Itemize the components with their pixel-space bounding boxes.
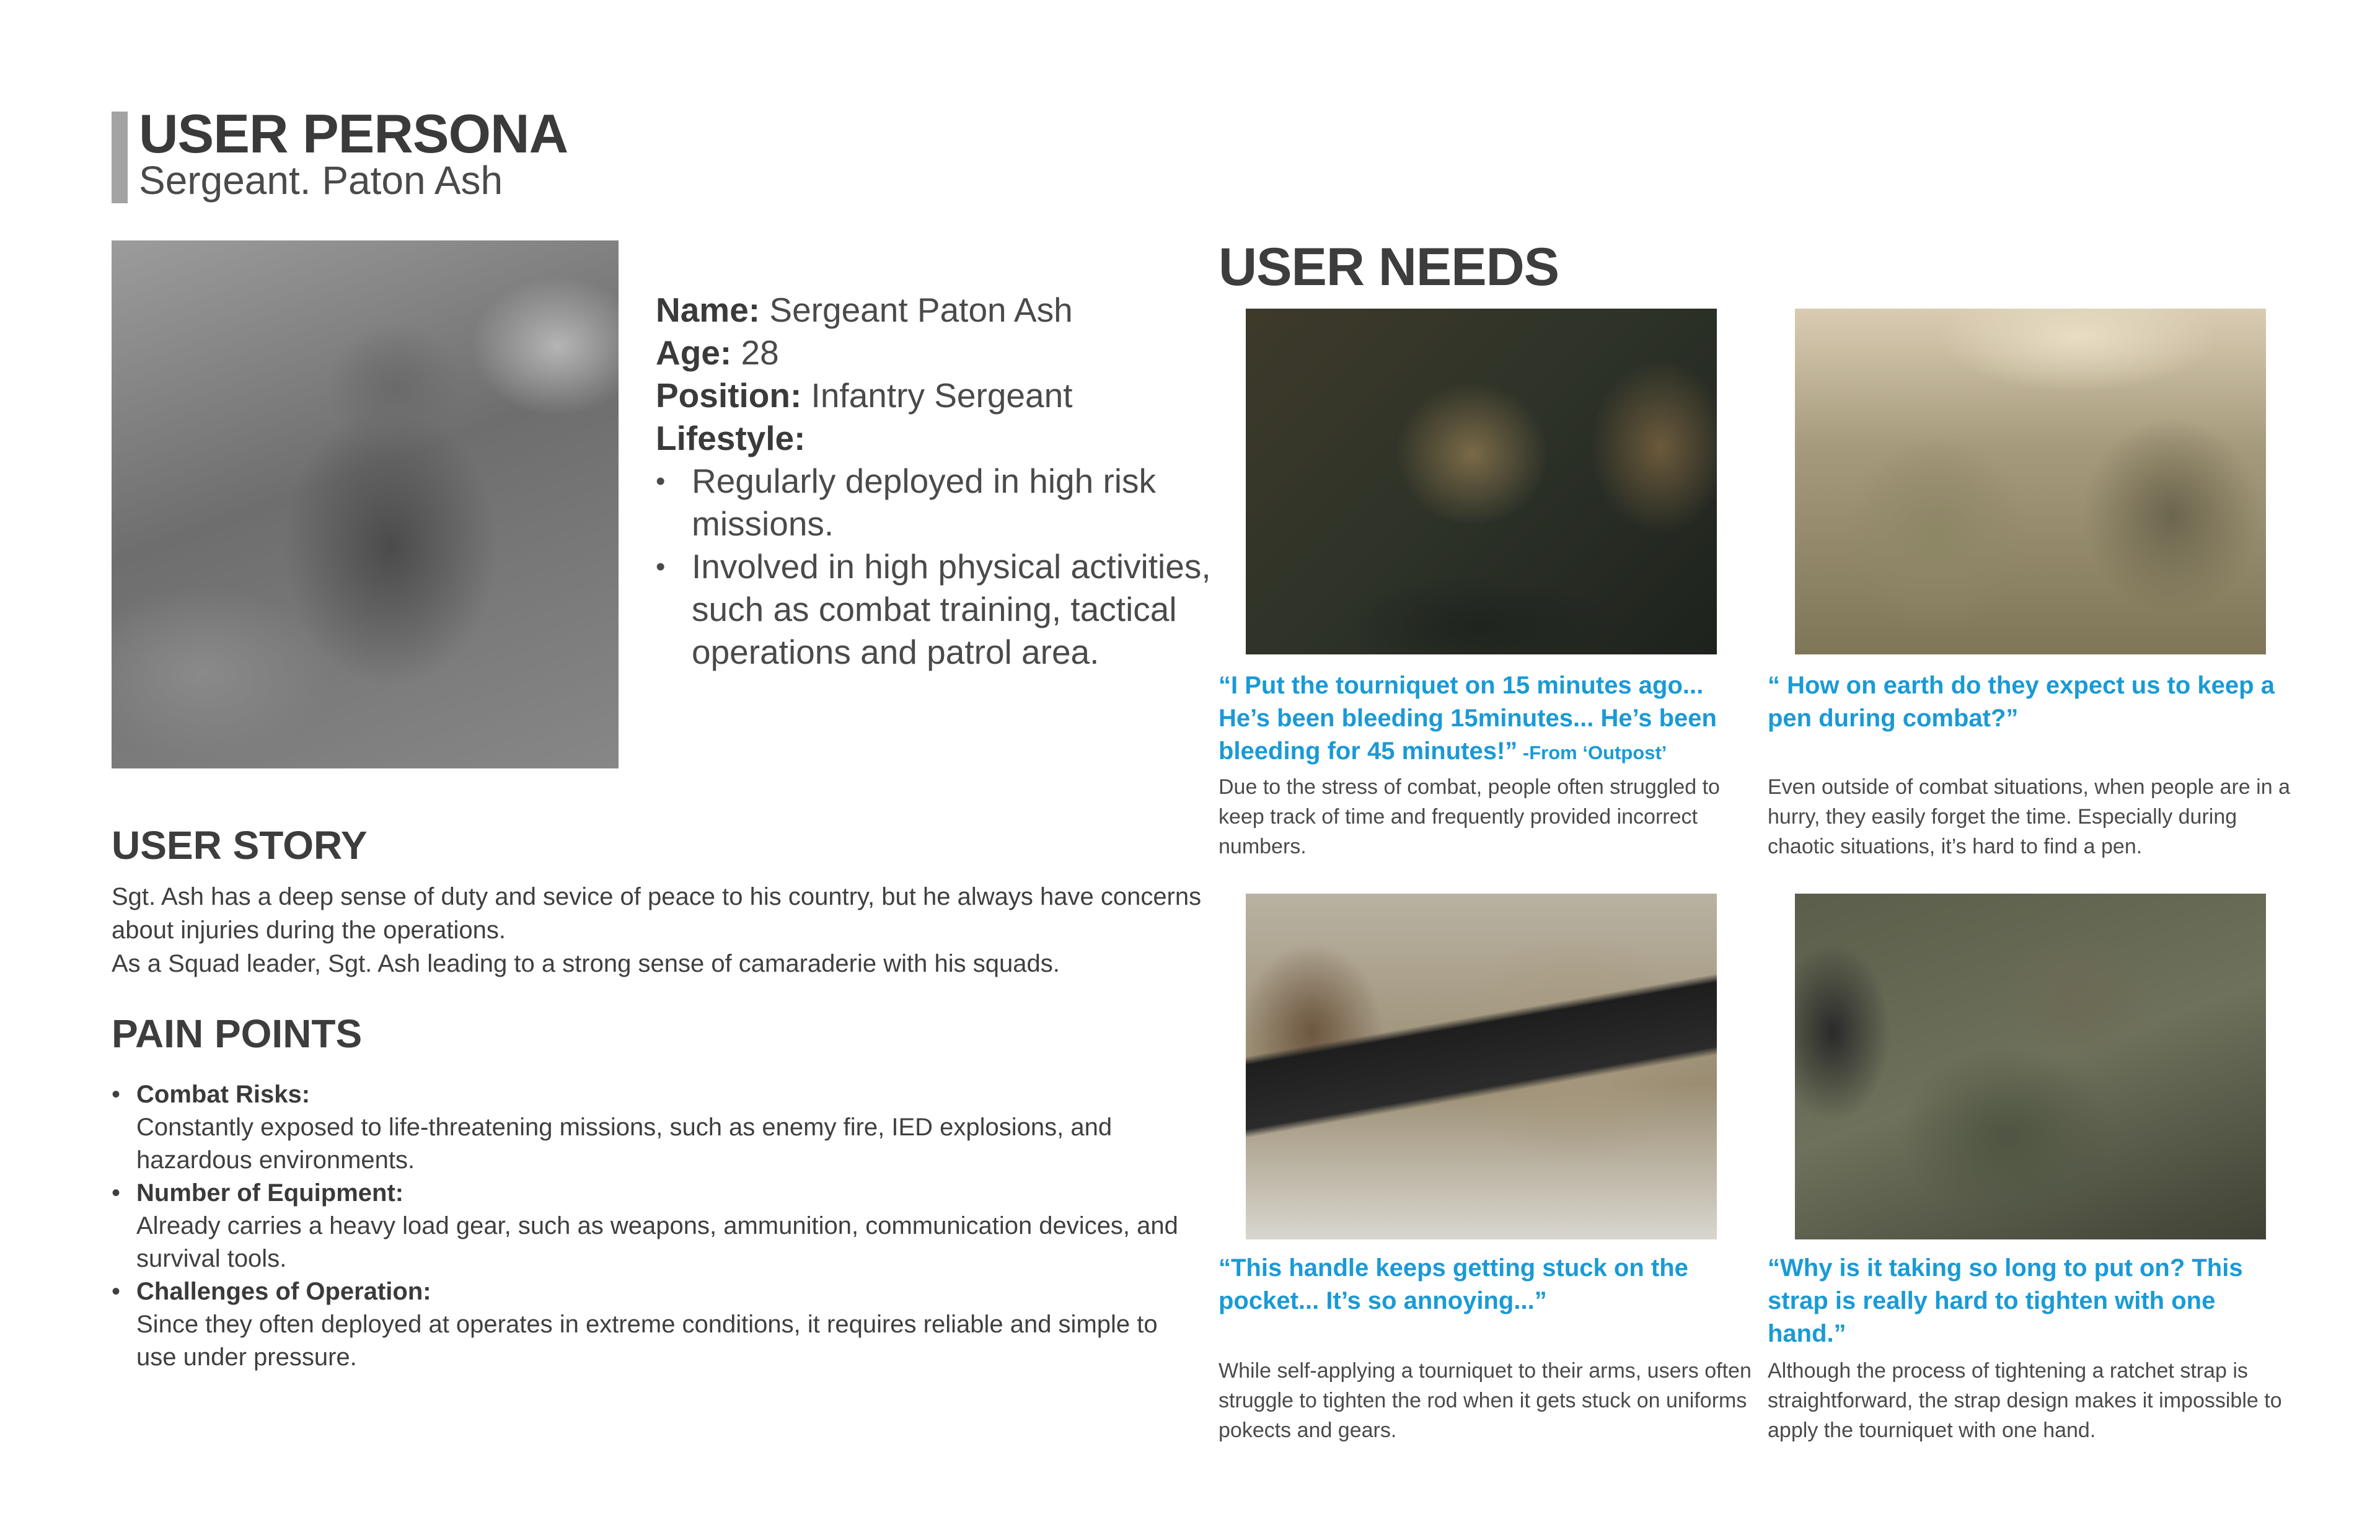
user-story-text: Sgt. Ash has a deep sense of duty and sevice of peace to his country, but he always have concerns about injuries during the operations. As a Squad leader, Sgt. Ash leading to a strong sense of camaraderie with his squads. (112, 883, 1202, 977)
need-quote-1 (1219, 669, 1752, 769)
need-desc-4: Although the process of tightening a ratchet strap is straightforward, the strap design makes it impossible to apply the tourniquet with one hand. (1768, 1359, 2282, 1442)
need-quote-4: “Why is it taking so long to put on? This strap is really hard to tighten with one hand.” (1768, 1254, 2243, 1347)
need-photo-1 (1246, 309, 1717, 654)
age-label: Age: (656, 333, 732, 372)
pain-point-title: Number of Equipment: (136, 1179, 404, 1207)
lifestyle-list (656, 460, 1214, 674)
name-label: Name: (656, 291, 760, 329)
lifestyle-item: • Involved in high physical activities, such as combat training, tactical operations and patrol area. (656, 545, 1214, 674)
title-accent-bar (112, 112, 128, 203)
need-desc-3: While self-applying a tourniquet to their arms, users often struggle to tighten the rod when it gets stuck on uniforms pokects and gears. (1219, 1359, 1752, 1442)
pain-point-title: Challenges of Operation: (136, 1278, 431, 1305)
position-label: Position: (656, 376, 802, 415)
need-quote-3: “This handle keeps getting stuck on the pocket... It’s so annoying...” (1219, 1254, 1688, 1314)
need-quote-text: “I Put the tourniquet on 15 minutes ago... He’s been bleeding 15minutes... He’s been bleeding for 45 minutes!” (1219, 672, 1717, 765)
age-value: 28 (731, 333, 779, 372)
need-quote-source: -From ‘Outpost’ (1517, 742, 1667, 763)
pain-points-list (112, 1078, 1202, 1374)
need-photo-3 (1246, 894, 1717, 1239)
user-needs-heading: USER NEEDS (1219, 237, 1559, 297)
pain-point-desc: Constantly exposed to life-threatening missions, such as enemy fire, IED explosions, and hazardous environments. (136, 1114, 1113, 1174)
pain-point-item (112, 1078, 1202, 1177)
page-title: USER PERSONA (139, 103, 568, 164)
persona-info (656, 289, 1214, 674)
pain-point-item (112, 1177, 1202, 1275)
page-subtitle: Sergeant. Paton Ash (139, 158, 503, 203)
need-photo-2 (1795, 309, 2266, 654)
persona-name-row (656, 289, 1214, 332)
persona-photo (112, 240, 619, 768)
pain-point-item (112, 1275, 1202, 1374)
lifestyle-label: Lifestyle: (656, 419, 806, 457)
position-value: Infantry Sergeant (801, 376, 1073, 415)
user-story-heading: USER STORY (112, 823, 368, 868)
name-value: Sergeant Paton Ash (760, 291, 1073, 329)
persona-age-row (656, 332, 1214, 374)
need-photo-4 (1795, 894, 2266, 1239)
pain-point-desc: Since they often deployed at operates in extreme conditions, it requires reliable and simple to use under pressure. (136, 1311, 1158, 1371)
pain-points-heading: PAIN POINTS (112, 1011, 363, 1056)
pain-point-title: Combat Risks: (136, 1081, 311, 1108)
need-desc-1: Due to the stress of combat, people often struggled to keep track of time and frequently provided incorrect numbers. (1219, 775, 1720, 858)
persona-lifestyle-row (656, 417, 1214, 460)
persona-position-row (656, 374, 1214, 417)
lifestyle-item: • Regularly deployed in high risk missions. (656, 460, 1214, 545)
need-desc-2: Even outside of combat situations, when people are in a hurry, they easily forget the time. Especially during chaotic situations, it’s hard to find a pen. (1768, 775, 2290, 858)
need-quote-2: “ How on earth do they expect us to keep a pen during combat?” (1768, 672, 2275, 732)
pain-point-desc: Already carries a heavy load gear, such as weapons, ammunition, communication devices, and survival tools. (136, 1212, 1178, 1272)
